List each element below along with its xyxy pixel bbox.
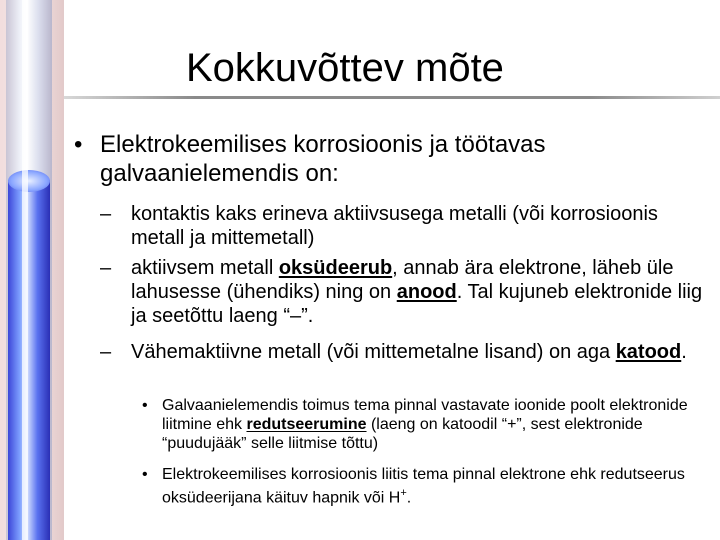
subsub-bullet-1 [142, 396, 712, 453]
slide-title: Kokkuvõttev mõte [186, 46, 504, 90]
subsub-bullet-1-text-a: Galvaanielemendis toimus tema pinnal vastavate ioonide poolt elektronide liitmine ehk [162, 397, 688, 433]
superscript-plus: + [400, 487, 407, 499]
term-katood: katood [615, 341, 682, 363]
bullet-dash: – [100, 257, 112, 279]
sub-bullet-3-text-a: Vähemaktiivne metall (või mittemetalne lisand) on aga [131, 341, 616, 363]
sub-bullet-2 [100, 256, 716, 328]
test-tube-image [0, 0, 64, 540]
bullet-dot: • [74, 131, 83, 158]
sub-bullet-2-text-a: aktiivsem metall [131, 257, 279, 279]
subsub-bullet-2 [142, 465, 712, 507]
sub-bullet-2-text-c: . Tal kujuneb elektronide liig ja seetõttu laeng “–”. [131, 281, 703, 327]
sub-bullet-3 [100, 340, 716, 364]
term-redutseerumine: redutseerumine [246, 416, 367, 433]
sub-bullet-3-text-b: . [681, 341, 687, 363]
sub-bullet-1-text: kontaktis kaks erineva aktiivsusega metalli (või korrosioonis metall ja mittemetall) [131, 203, 658, 249]
bullet-dot: • [142, 466, 148, 483]
subsub-bullet-2-text-b: . [406, 489, 412, 507]
bullet-dash: – [100, 341, 112, 363]
bullet-dash: – [100, 203, 112, 225]
tube-shine [22, 0, 28, 540]
bullet-dot: • [142, 397, 148, 414]
tube-liquid [8, 180, 50, 540]
title-divider [64, 96, 720, 99]
sub-bullet-2-text-b: , annab ära elektrone, läheb üle lahusesse (ühendiks) ning on [131, 257, 674, 303]
sub-bullet-1 [100, 202, 716, 250]
main-bullet [74, 130, 660, 188]
term-anood: anood [396, 281, 457, 303]
tube-meniscus [8, 170, 50, 192]
main-bullet-text: Elektrokeemilises korrosioonis ja töötavas galvaanielemendis on: [100, 131, 546, 187]
term-oksudeerub: oksüdeerub [278, 257, 393, 279]
subsub-bullet-2-text-a: Elektrokeemilises korrosioonis liitis tema pinnal elektrone ehk redutseerus oksüdeerijana käituv hapnik või H [162, 466, 685, 507]
subsub-bullet-1-text-b: (laeng on katoodil “+”, sest elektronide “puudujääk” selle liitmise tõttu) [162, 416, 643, 452]
